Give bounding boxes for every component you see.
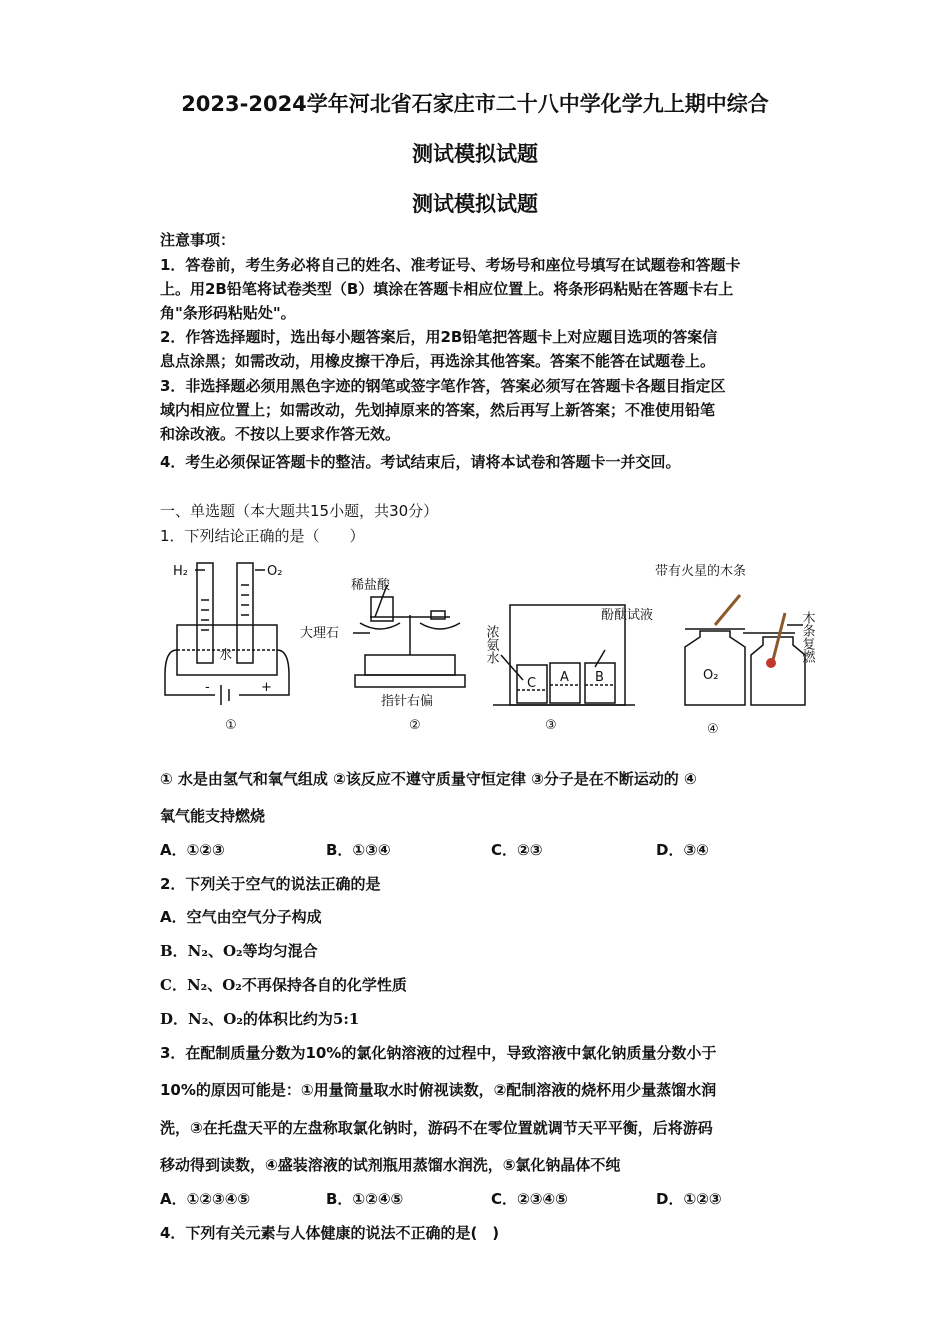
fig-label-c: C [527,676,537,691]
fig-label-ammonia: 浓氨水 [483,625,499,664]
q3-option-c: C．②③④⑤ [491,1190,568,1208]
fig-label-b: B [595,670,604,685]
fig-label-phenol: 酚酞试液 [601,608,654,623]
q2-option-c: C．N₂、O₂不再保持各自的化学性质 [160,976,407,994]
q1-stem: 1．下列结论正确的是（ ） [160,527,365,545]
q3-option-d: D．①②③ [656,1190,722,1208]
q4-stem: 4．下列有关元素与人体健康的说法不正确的是( ) [160,1224,500,1242]
doc-title-line2: 测试模拟试题 [412,142,538,166]
fig-label-water: 水 [219,648,233,663]
q1-option-d: D．③④ [656,841,709,859]
q2-option-a: A．空气由空气分子构成 [160,908,322,926]
notice-heading: 注意事项： [160,231,236,249]
q2-option-d: D．N₂、O₂的体积比约为5:1 [160,1010,360,1028]
notice-line: 域内相应位置上；如需改动，先划掉原来的答案，然后再写上新答案；不准使用铅笔 [160,401,716,419]
q1-statement-line1: ① 水是由氢气和氧气组成 ②该反应不遵守质量守恒定律 ③分子是在不断运动的 ④ [160,770,697,788]
fig-label-pointer: 指针右偏 [381,694,434,709]
q1-option-c: C．②③ [491,841,543,859]
fig-label-bottle-o2: O₂ [703,668,719,683]
fig-label-marble: 大理石 [300,626,340,641]
fig-label-rekindle: 木条复燃 [799,611,815,663]
fig-label-h2: H₂ [173,564,188,579]
notice-line: 上。用2B铅笔将试卷类型（B）填涂在答题卡相应位置上。将条形码粘贴在答题卡右上 [160,280,734,298]
q1-option-a: A．①②③ [160,841,225,859]
q3-line: 移动得到读数，④盛装溶液的试剂瓶用蒸馏水润洗，⑤氯化钠晶体不纯 [160,1156,621,1174]
section-heading: 一、单选题（本大题共15小题，共30分） [160,502,439,520]
notice-line: 和涂改液。不按以上要求作答无效。 [160,425,401,443]
fig-label-a: A [560,670,569,685]
q3-line: 3．在配制质量分数为10%的氯化钠溶液的过程中，导致溶液中氯化钠质量分数小于 [160,1044,717,1062]
fig-label-minus: - [205,680,210,695]
fig-number-4: ④ [707,722,719,737]
q1-experiment-figure [155,555,825,745]
q3-option-b: B．①②④⑤ [326,1190,404,1208]
fig-label-o2: O₂ [267,564,283,579]
q1-option-b: B．①③④ [326,841,391,859]
notice-line: 3．非选择题必须用黑色字迹的钢笔或签字笔作答，答案必须写在答题卡各题目指定区 [160,377,726,395]
notice-line: 息点涂黑；如需改动，用橡皮擦干净后，再选涂其他答案。答案不能答在试题卷上。 [160,352,716,370]
notice-line: 1．答卷前，考生务必将自己的姓名、准考证号、考场号和座位号填写在试题卷和答题卡 [160,256,741,274]
q2-stem: 2．下列关于空气的说法正确的是 [160,875,381,893]
notice-line: 4．考生必须保证答题卡的整洁。考试结束后，请将本试卷和答题卡一并交回。 [160,453,681,471]
doc-title-line1: 2023-2024学年河北省石家庄市二十八中学化学九上期中综合 [181,92,769,116]
notice-line: 角"条形码粘贴处"。 [160,304,296,322]
fig-label-spark: 带有火星的木条 [655,564,747,579]
q3-line: 10%的原因可能是：①用量筒量取水时俯视读数，②配制溶液的烧杯用少量蒸馏水润 [160,1081,717,1099]
doc-title-line3: 测试模拟试题 [412,192,538,216]
q3-line: 洗，③在托盘天平的左盘称取氯化钠时，游码不在零位置就调节天平平衡，后将游码 [160,1119,713,1137]
fig-number-1: ① [225,718,237,733]
q2-option-b: B．N₂、O₂等均匀混合 [160,942,318,960]
fig-label-plus: + [261,680,272,695]
q3-option-a: A．①②③④⑤ [160,1190,251,1208]
fig-number-2: ② [409,718,421,733]
q1-statement-line2: 氧气能支持燃烧 [160,807,266,825]
notice-line: 2．作答选择题时，选出每小题答案后，用2B铅笔把答题卡上对应题目选项的答案信 [160,328,718,346]
fig-number-3: ③ [545,718,557,733]
fig-label-acid: 稀盐酸 [351,578,391,593]
